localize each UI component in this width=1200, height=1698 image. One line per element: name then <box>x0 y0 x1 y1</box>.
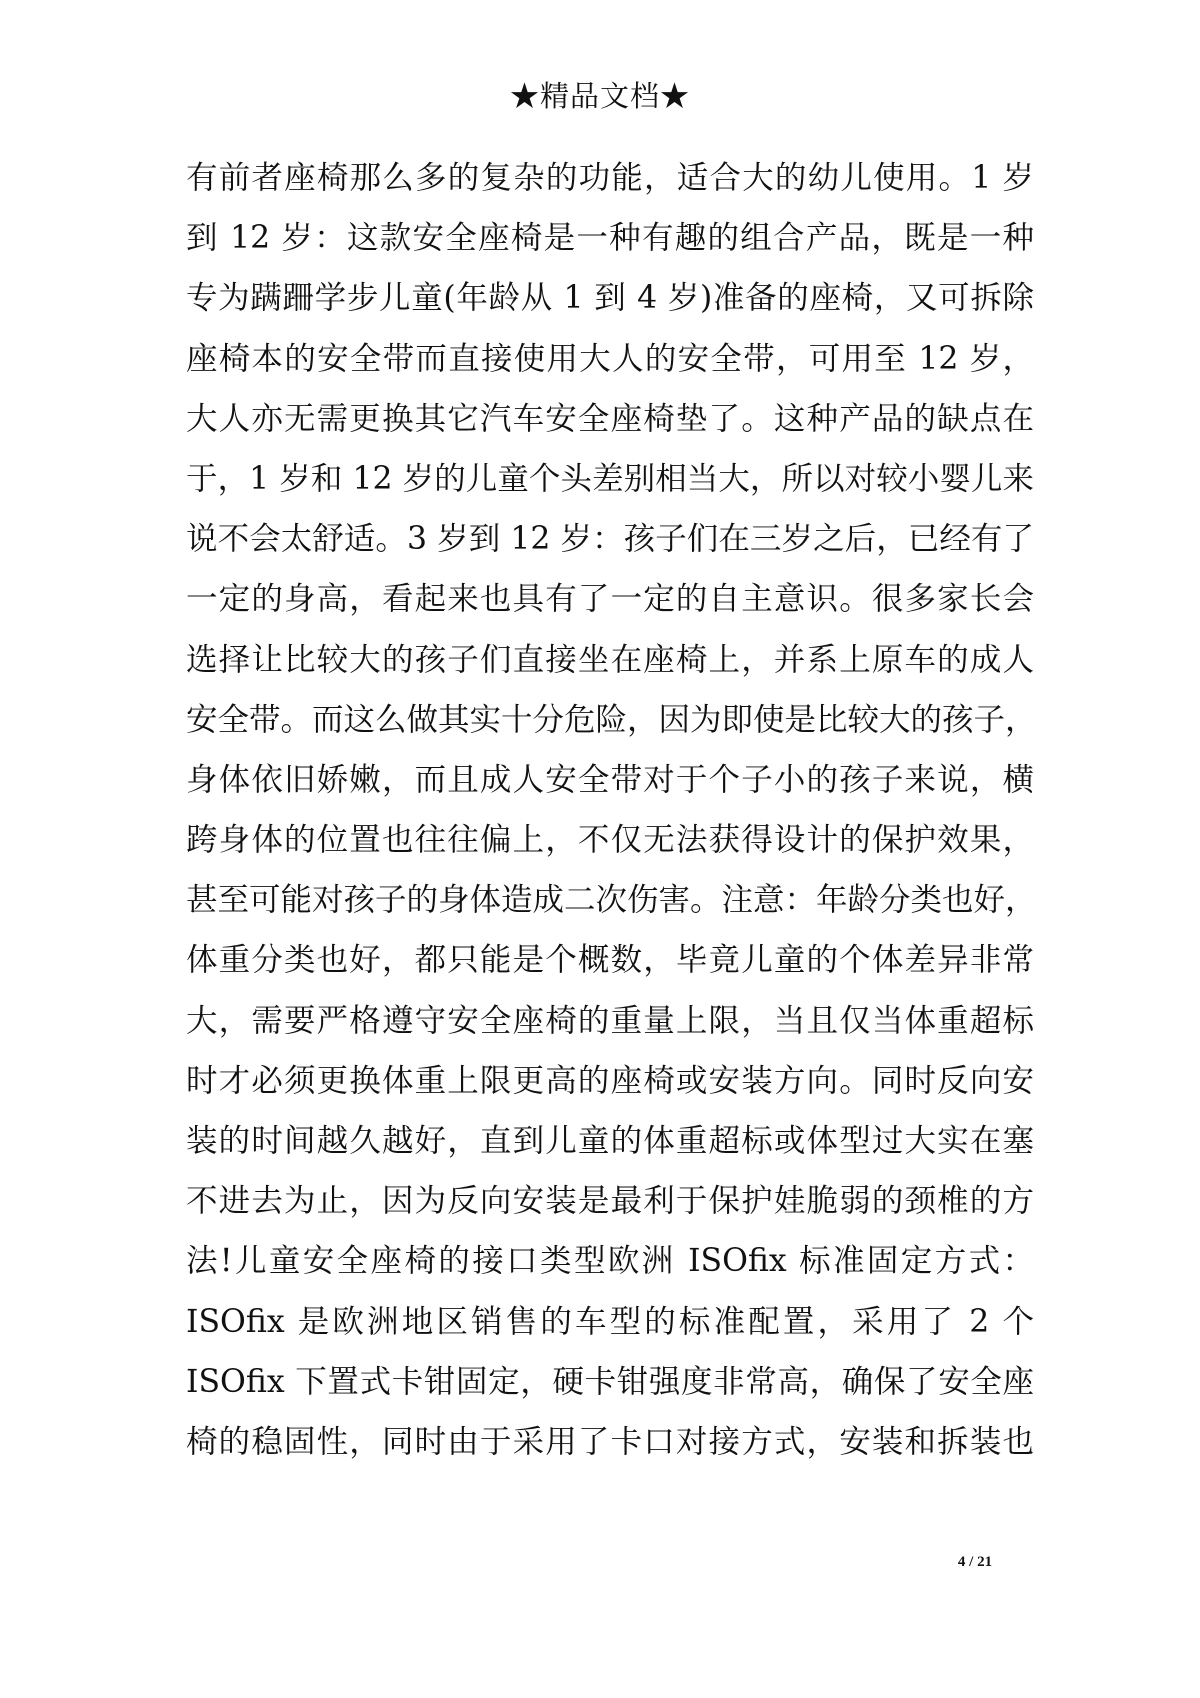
text-line: 装的时间越久越好，直到儿童的体重超标或体型过大实在塞 <box>186 1123 1034 1159</box>
text-line: 大人亦无需更换其它汽车安全座椅垫了。这种产品的缺点在 <box>186 400 1034 437</box>
text-line: 不进去为止，因为反向安装是最利于保护娃脆弱的颈椎的方 <box>186 1183 1034 1220</box>
text-line: 体重分类也好，都只能是个概数，毕竟儿童的个体差异非常 <box>186 942 1034 979</box>
text-line: 一定的身高，看起来也具有了一定的自主意识。很多家长会 <box>186 581 1034 618</box>
text-line: 甚至可能对孩子的身体造成二次伤害。注意：年龄分类也好， <box>186 882 1037 919</box>
text-line: 跨身体的位置也往往偏上，不仅无法获得设计的保护效果， <box>186 822 1034 859</box>
text-line: ISOfix 是欧洲地区销售的车型的标准配置，采用了 2 个 <box>186 1303 1034 1340</box>
text-line: 说不会太舒适。3 岁到 12 岁：孩子们在三岁之后，已经有了 <box>186 521 1034 558</box>
page-number: 4 / 21 <box>957 1554 993 1570</box>
text-line: 专为蹒跚学步儿童(年龄从 1 到 4 岁)准备的座椅，又可拆除 <box>186 280 1034 317</box>
text-line: 法!儿童安全座椅的接口类型欧洲 ISOfix 标准固定方式： <box>186 1243 1034 1280</box>
page-header-title: ★精品文档★ <box>509 79 690 113</box>
text-line: 大，需要严格遵守安全座椅的重量上限，当且仅当体重超标 <box>186 1002 1034 1039</box>
text-line: 安全带。而这么做其实十分危险，因为即使是比较大的孩子， <box>186 701 1037 738</box>
text-line: 到 12 岁：这款安全座椅是一种有趣的组合产品，既是一种 <box>186 220 1034 257</box>
text-line: 于，1 岁和 12 岁的儿童个头差别相当大，所以对较小婴儿来 <box>186 460 1034 497</box>
text-line: ISOfix 下置式卡钳固定，硬卡钳强度非常高，确保了安全座 <box>186 1363 1034 1400</box>
text-line: 时才必须更换体重上限更高的座椅或安装方向。同时反向安 <box>186 1062 1034 1099</box>
text-line: 椅的稳固性，同时由于采用了卡口对接方式，安装和拆装也 <box>186 1423 1034 1460</box>
document-body <box>186 148 1037 1472</box>
text-line: 座椅本的安全带而直接使用大人的安全带，可用至 12 岁， <box>186 340 1034 377</box>
text-line: 有前者座椅那么多的复杂的功能，适合大的幼儿使用。1 岁 <box>186 160 1034 196</box>
text-line: 选择让比较大的孩子们直接坐在座椅上，并系上原车的成人 <box>186 641 1034 678</box>
text-line: 身体依旧娇嫩，而且成人安全带对于个子小的孩子来说，横 <box>186 761 1034 798</box>
